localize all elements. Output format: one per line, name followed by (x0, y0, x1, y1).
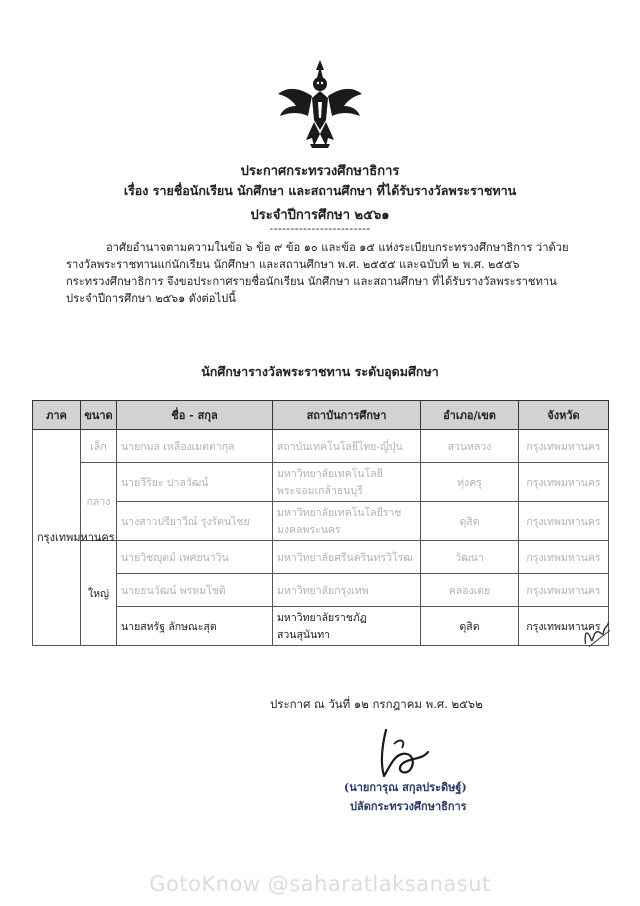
table-title: นักศึกษารางวัลพระราชทาน ระดับอุดมศึกษา (201, 364, 439, 379)
col-header-name: ชื่อ - สกุล (117, 401, 273, 430)
institution-cell: มหาวิทยาลัยศรีนครินทรวิโรฒ (273, 541, 421, 574)
size-cell-medium: กลาง (81, 463, 117, 541)
body-line: ประจำปีการศึกษา ๒๕๖๑ ดังต่อไปนี้ (66, 292, 236, 305)
table-row (33, 541, 609, 574)
awards-table (32, 400, 609, 646)
table-row (33, 430, 609, 463)
name-cell: นายธนวัฒน์ พรหมโชติ (117, 574, 273, 607)
signatory-position: ปลัดกระทรวงศึกษาธิการ (350, 800, 467, 813)
table-row (33, 607, 609, 646)
body-line: รางวัลพระราชทานแก่นักเรียน นักศึกษา และสถานศึกษา พ.ศ. ๒๕๕๕ และฉบับที่ ๒ พ.ศ. ๒๕๕๖ (66, 258, 520, 271)
col-header-region: ภาค (33, 401, 81, 430)
region-cell: กรุงเทพมหานคร (33, 430, 81, 646)
province-cell: กรุงเทพมหานคร (519, 574, 609, 607)
announcement-date: ประกาศ ณ วันที่ ๑๒ กรกฎาคม พ.ศ. ๒๕๖๒ (270, 697, 483, 711)
institution-cell: มหาวิทยาลัยกรุงเทพ (273, 574, 421, 607)
size-cell-large: ใหญ่ (81, 541, 117, 646)
col-header-district: อำเภอ/เขต (421, 401, 519, 430)
name-cell: นายวิชญุตม์ เพศยนาวิน (117, 541, 273, 574)
body-paragraph (66, 239, 574, 307)
institution-cell: มหาวิทยาลัยเทคโนโลยีพระจอมเกล้าธนบุรี (273, 463, 421, 502)
name-cell: นายวีริยะ ปาลวัฒน์ (117, 463, 273, 502)
institution-cell: สถาบันเทคโนโลยีไทย-ญี่ปุ่น (273, 430, 421, 463)
province-cell: กรุงเทพมหานคร (519, 430, 609, 463)
table-row (33, 574, 609, 607)
institution-cell: มหาวิทยาลัยเทคโนโลยีราชมงคลพระนคร (273, 502, 421, 541)
size-cell-small: เล็ก (81, 430, 117, 463)
col-header-province: จังหวัด (519, 401, 609, 430)
garuda-emblem-icon (274, 58, 366, 150)
district-cell: ทุ่งครุ (421, 463, 519, 502)
province-cell: กรุงเทพมหานคร (519, 502, 609, 541)
name-cell: นายสหรัฐ ลักษณะสุต (117, 607, 273, 646)
district-cell: วัฒนา (421, 541, 519, 574)
name-cell: นางสาวปรียาวีณ์ รุ่งรัตนไชย (117, 502, 273, 541)
table-row (33, 463, 609, 502)
document-title: ประกาศกระทรวงศึกษาธิการ (240, 164, 400, 179)
signature-icon (372, 726, 434, 782)
name-cell: นายกมล เหลืองเมตตากุล (117, 430, 273, 463)
district-cell: ดุสิต (421, 607, 519, 646)
signatory-name: (นายการุณ สกุลประดิษฐ์) (344, 781, 467, 794)
academic-year: ประจำปีการศึกษา ๒๕๖๑ (250, 208, 390, 223)
body-line: กระทรวงศึกษาธิการ จึงขอประกาศรายชื่อนักเรียน นักศึกษา และสถานศึกษา ที่ได้รับรางวัลพระราชทาน (66, 275, 557, 288)
institution-cell: มหาวิทยาลัยราชภัฏสวนสุนันทา (273, 607, 421, 646)
province-cell: กรุงเทพมหานคร (519, 541, 609, 574)
col-header-institution: สถาบันการศึกษา (273, 401, 421, 430)
table-row (33, 502, 609, 541)
document-subject: เรื่อง รายชื่อนักเรียน นักศึกษา และสถานศึกษา ที่ได้รับรางวัลพระราชทาน (123, 183, 517, 198)
col-header-size: ขนาด (81, 401, 117, 430)
province-cell: กรุงเทพมหานคร (519, 463, 609, 502)
district-cell: สวนหลวง (421, 430, 519, 463)
watermark-text: GotoKnow @saharatlaksanasut (149, 872, 491, 896)
province-cell: กรุงเทพมหานคร (519, 607, 609, 646)
table-header-row (33, 401, 609, 430)
district-cell: ดุสิต (421, 502, 519, 541)
separator-line: ------------------------ (269, 222, 371, 235)
district-cell: คลองเตย (421, 574, 519, 607)
body-line: อาศัยอำนาจตามความในข้อ ๖ ข้อ ๙ ข้อ ๑๐ และข้อ ๑๕ แห่งระเบียบกระทรวงศึกษาธิการ ว่าด้วย (106, 241, 569, 254)
